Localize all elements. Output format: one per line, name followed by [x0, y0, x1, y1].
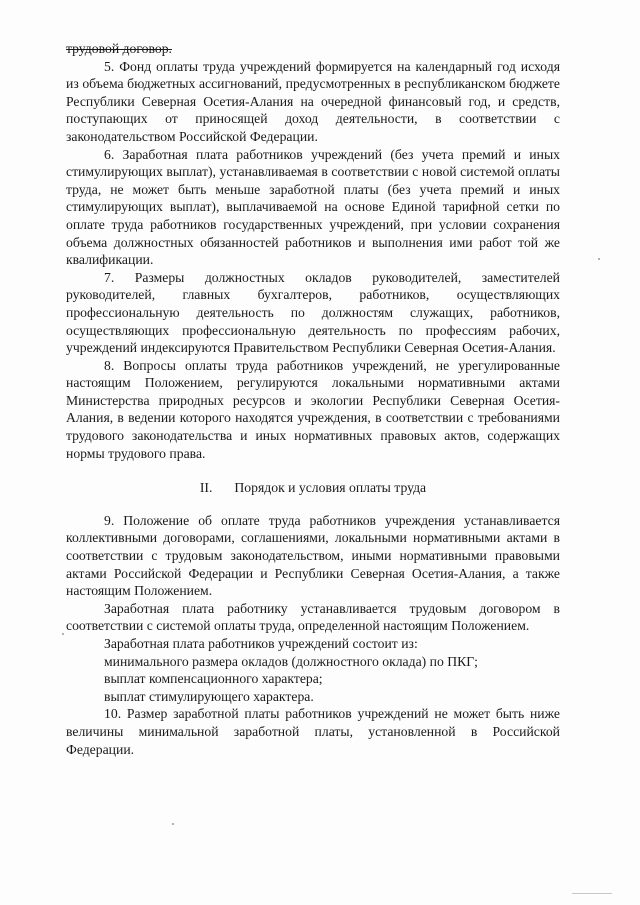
list-item-incentive: выплат стимулирующего характера.: [104, 688, 314, 704]
paragraph-9: 9. Положение об оплате труда работников учреждения устанавливается коллективными договорами, соглашениями, локальными нормативными актами в соответствии с трудовым законодательством, иными нормативными правовыми актами Российской Федерации и Республики Северная Осетия-Алания, а также настоящим Положением.: [66, 512, 560, 599]
document-body: [66, 40, 560, 758]
scan-speck: [62, 633, 64, 635]
paragraph-10: 10. Размер заработной платы работников учреждений не может быть ниже величины минимальной заработной платы, установленной в Российской Федерации.: [66, 706, 560, 757]
scan-edge-mark: [572, 893, 612, 894]
section-number: II.: [199, 480, 213, 496]
section-title: Порядок и условия оплаты труда: [234, 480, 427, 496]
scan-speck: [598, 258, 600, 260]
paragraph-5: 5. Фонд оплаты труда учреждений формируется на календарный год исходя из объема бюджетных ассигнований, предусмотренных в республиканском бюджете Республики Северная Осетия-Алания на очередной финансовый год, и средств, поступающих от приносящей доход деятельности, в соответствии с законодательством Российской Федерации.: [66, 58, 560, 144]
paragraph-7: 7. Размеры должностных окладов руководителей, заместителей руководителей, главных бухгалтеров, работников, осуществляющих профессиональную деятельность по должностям служащих, работников, осуществляющих профессиональную деятельность по профессиям рабочих, учреждений индексируются Правительством Республики Северная Осетия-Алания.: [66, 269, 560, 356]
paragraph-9-salary-contract: Заработная плата работнику устанавливается трудовым договором в соответствии с системой оплаты труда, определенной настоящим Положением.: [66, 600, 560, 634]
list-item-base-salary: минимального размера окладов (должностного оклада) по ПКГ;: [104, 653, 478, 669]
paragraph-6: 6. Заработная плата работников учреждений (без учета премий и иных стимулирующих выплат), устанавливаемая в соответствии с новой системой оплаты труда, не может быть меньше заработной платы (без учета премий и иных стимулирующих выплат), выплачиваемой на основе Единой тарифной сетки по оплате труда работников государственных учреждений, при условии сохранения объема должностных обязанностей работников и выполнения ими работ той же квалификации.: [66, 146, 560, 268]
paragraph-8: 8. Вопросы оплаты труда работников учреждений, не урегулированные настоящим Положением, регулируются локальными нормативными актами Министерства природных ресурсов и экологии Республики Северная Осетия-Алания, в ведении которого находятся учреждения, в соответствии с требованиями трудового законодательства и иных нормативных правовых актов, содержащих нормы трудового права.: [66, 357, 560, 461]
section-heading: [66, 479, 560, 497]
paragraph-9-salary-composition: Заработная плата работников учреждений состоит из:: [104, 636, 418, 651]
list-item-compensation: выплат компенсационного характера;: [104, 671, 323, 687]
paragraph-continuation: трудовой договор.: [66, 41, 172, 56]
scan-speck: [172, 823, 174, 825]
